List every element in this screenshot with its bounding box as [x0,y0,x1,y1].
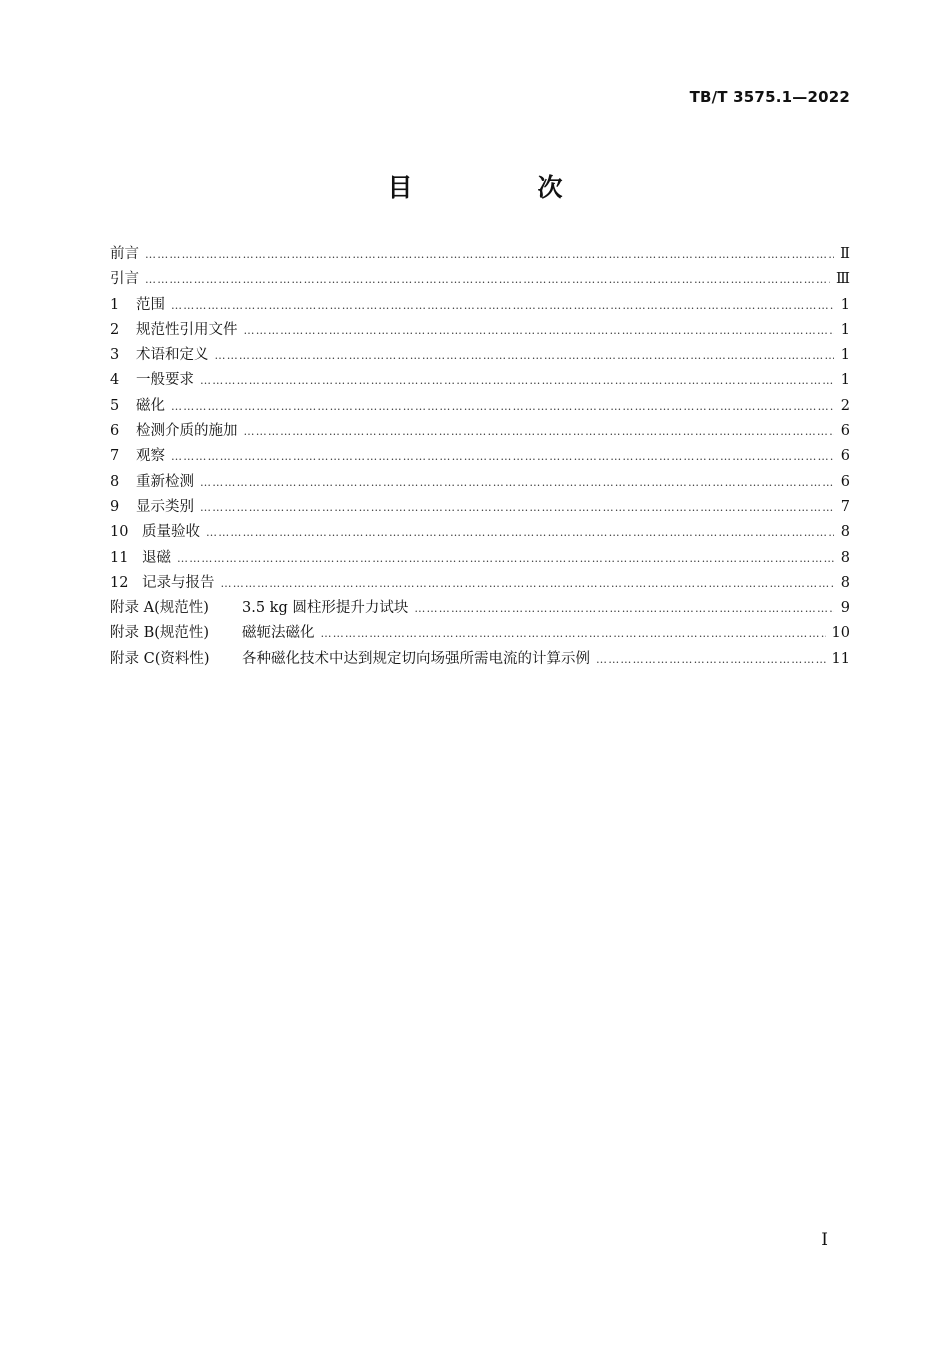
toc-entry-page: 9 [840,600,850,617]
toc-entry-number: 4 [110,372,120,389]
toc-entry-label: 磁化 [136,397,165,414]
toc-entry-label: 观察 [136,448,165,465]
toc-entry-introduction[interactable] [110,267,850,292]
leader-dots [200,476,834,489]
toc-entry-number: 7 [110,448,120,465]
toc-entry-page: 6 [840,423,850,440]
leader-dots [221,577,835,590]
toc-entry-9[interactable] [110,495,850,520]
toc-entry-label: 范围 [136,296,165,313]
leader-dots [596,653,826,666]
toc-entry-appendix-a[interactable] [110,596,850,621]
leader-dots [171,299,834,312]
toc-entry-label: 一般要求 [136,372,194,389]
toc-entry-number: 附录 B(规范性) [110,625,210,642]
leader-dots [321,627,826,640]
toc-entry-page: 10 [831,625,850,642]
toc-entry-1[interactable] [110,293,850,318]
leader-dots [171,400,834,413]
toc-entry-11[interactable] [110,546,850,571]
toc-entry-label: 磁轭法磁化 [242,625,315,642]
toc-entry-page: 8 [840,524,850,541]
toc-entry-page: Ⅲ [836,271,850,288]
toc-entry-number: 10 [110,524,129,541]
toc-entry-number: 2 [110,321,120,338]
leader-dots [200,374,834,387]
toc-entry-6[interactable] [110,419,850,444]
toc-entry-label: 重新检测 [136,473,194,490]
toc-entry-label: 显示类别 [136,498,194,515]
toc-entry-appendix-b[interactable] [110,621,850,646]
toc-entry-label: 退磁 [142,549,171,566]
toc-entry-page: 1 [840,321,850,338]
toc-entry-page: 6 [840,448,850,465]
leader-dots [177,552,834,565]
toc-entry-page: Ⅱ [840,246,850,262]
toc-entry-5[interactable] [110,394,850,419]
leader-dots [244,324,835,337]
toc-entry-number: 11 [110,549,129,566]
table-of-contents [110,242,850,672]
toc-entry-label: 前言 [110,246,139,262]
toc-entry-number: 12 [110,574,129,591]
toc-entry-number: 5 [110,397,120,414]
leader-dots [200,501,834,514]
standard-code: TB/T 3575.1—2022 [689,88,850,106]
leader-dots [171,450,834,463]
leader-dots [145,273,830,286]
leader-dots [414,602,834,615]
leader-dots [215,349,835,362]
toc-entry-4[interactable] [110,368,850,393]
toc-entry-label: 检测介质的施加 [136,423,238,440]
leader-dots [206,526,834,539]
toc-entry-appendix-c[interactable] [110,647,850,672]
toc-entry-12[interactable] [110,571,850,596]
toc-entry-foreword[interactable] [110,242,850,267]
toc-entry-page: 8 [840,549,850,566]
toc-entry-page: 1 [840,372,850,389]
toc-entry-page: 6 [840,473,850,490]
toc-entry-page: 11 [831,650,850,667]
toc-entry-number: 1 [110,296,120,313]
toc-entry-page: 1 [840,347,850,364]
toc-entry-number: 附录 C(资料性) [110,650,210,667]
toc-entry-label: 质量验收 [142,524,200,541]
page-number: Ⅰ [821,1230,828,1250]
toc-entry-label: 术语和定义 [136,347,209,364]
toc-entry-page: 2 [840,397,850,414]
toc-entry-label: 3.5 kg 圆柱形提升力试块 [242,600,409,617]
toc-entry-3[interactable] [110,343,850,368]
toc-entry-label: 各种磁化技术中达到规定切向场强所需电流的计算示例 [242,650,590,667]
toc-entry-label: 记录与报告 [142,574,215,591]
toc-entry-number: 8 [110,473,120,490]
toc-entry-label: 引言 [110,271,139,288]
toc-entry-label: 规范性引用文件 [136,321,238,338]
toc-entry-8[interactable] [110,470,850,495]
toc-entry-page: 8 [840,574,850,591]
toc-entry-number: 附录 A(规范性) [110,600,209,617]
toc-entry-number: 9 [110,498,120,515]
leader-dots [145,248,834,261]
toc-entry-number: 6 [110,423,120,440]
toc-entry-number: 3 [110,347,120,364]
leader-dots [244,425,835,438]
toc-entry-page: 1 [840,296,850,313]
toc-entry-7[interactable] [110,444,850,469]
page-title: 目 次 [387,173,613,202]
toc-entry-page: 7 [840,498,850,515]
toc-entry-10[interactable] [110,520,850,545]
toc-entry-2[interactable] [110,318,850,343]
